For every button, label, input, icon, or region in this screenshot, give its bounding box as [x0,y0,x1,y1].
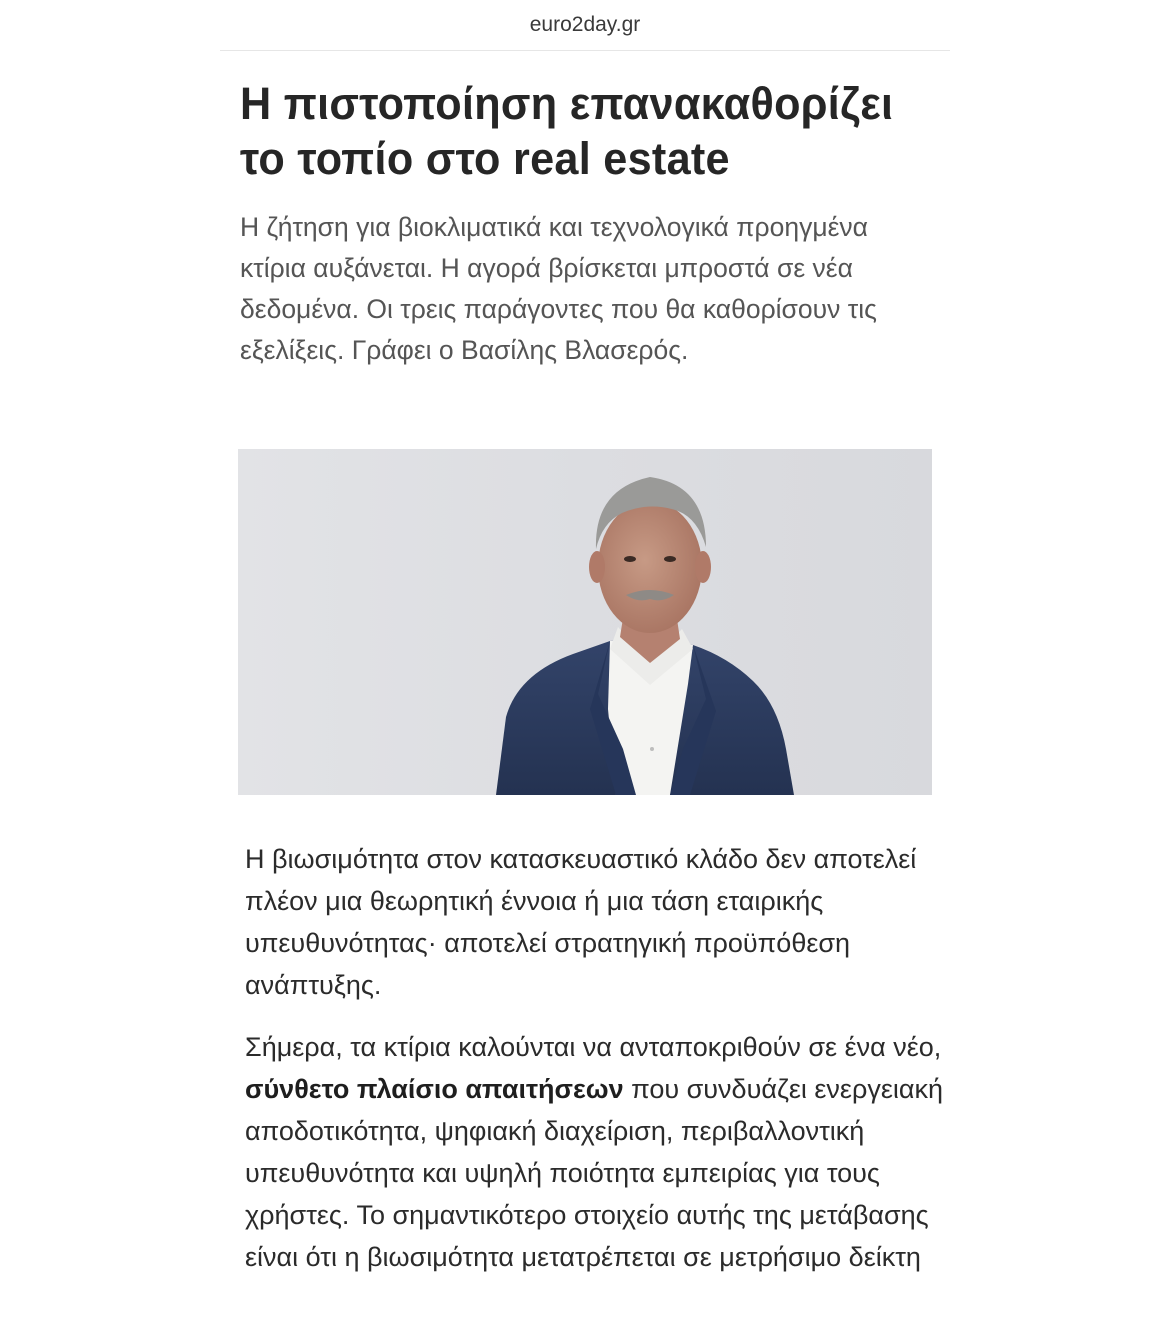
paragraph-text: Σήμερα, τα κτίρια καλούνται να ανταποκριθούν σε ένα νέο, [245,1032,942,1062]
portrait-photo-icon [238,449,932,795]
article-paragraph: Η βιωσιμότητα στον κατασκευαστικό κλάδο δεν αποτελεί πλέον μια θεωρητική έννοια ή μια τάση εταιρικής υπευθυνότητας· αποτελεί στρατηγική προϋπόθεση ανάπτυξης. [245,844,917,1000]
article-hero-image [238,449,932,795]
address-bar[interactable] [220,0,950,51]
site-domain: euro2day.gr [529,13,641,36]
article-lead: Η ζήτηση για βιοκλιματικά και τεχνολογικά προηγμένα κτίρια αυξάνεται. Η αγορά βρίσκεται μπροστά σε νέα δεδομένα. Οι τρεις παράγοντες που θα καθορίσουν τις εξελίξεις. Γράφει ο Βασίλης Βλασερός. [240,212,877,365]
paragraph-text: που συνδυάζει ενεργειακή αποδοτικότητα, ψηφιακή διαχείριση, περιβαλλοντική υπευθυνότητα και υψηλή ποιότητα εμπειρίας για τους χρήστες. Το σημαντικότερο στοιχείο αυτής της μετάβασης είναι ότι η βιωσιμότητα μετατρέπεται σε μετρήσιμο δείκτη [245,1074,943,1272]
paragraph-bold-text: σύνθετο πλαίσιο απαιτήσεων [245,1074,624,1104]
article-body [245,838,957,1298]
article-paragraph [245,1026,957,1278]
article-title: Η πιστοποίηση επανακαθορίζει το τοπίο στο real estate [240,78,894,184]
